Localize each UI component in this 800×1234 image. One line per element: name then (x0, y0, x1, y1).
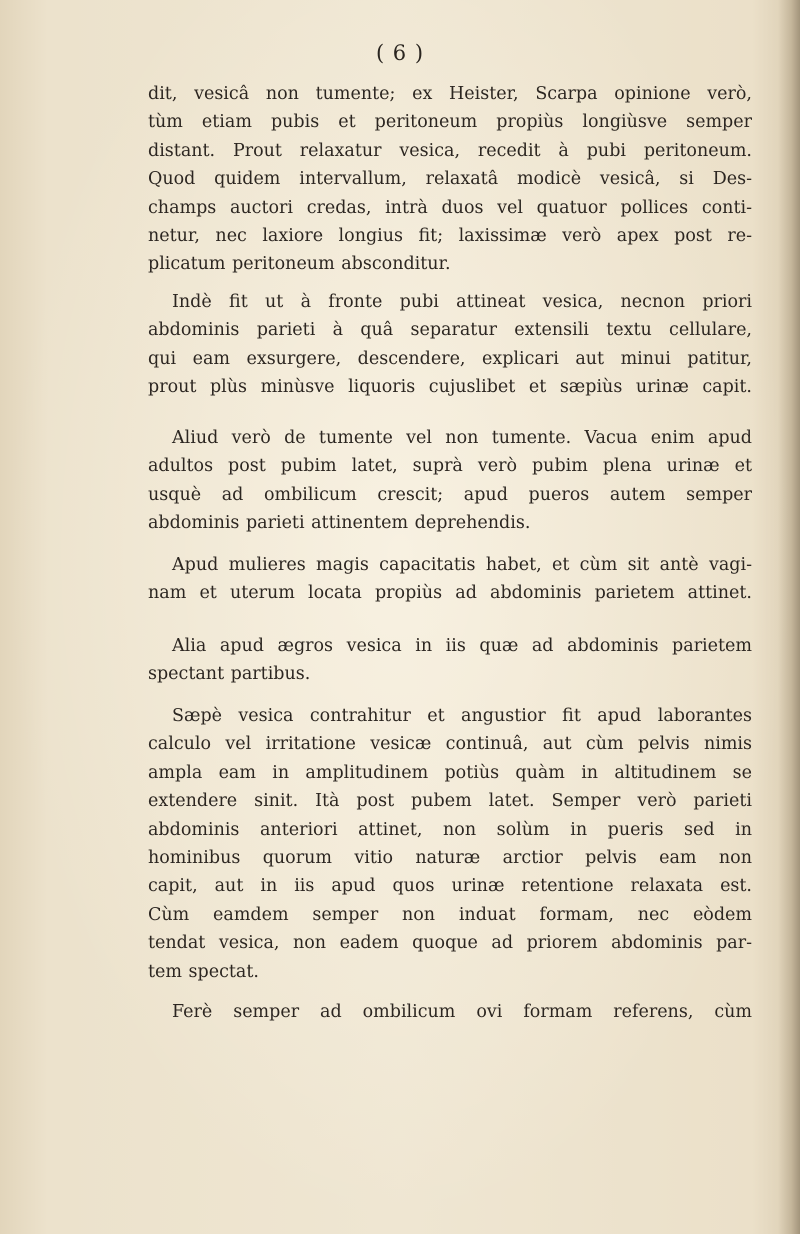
text-line: prout plùs minùsve liquoris cujuslibet et sæpiùs urinæ capit. (148, 377, 752, 398)
text-line: netur, nec laxiore longius fit; laxissimæ verò apex post re- (148, 226, 752, 247)
text-line: spectant partibus. (148, 664, 311, 685)
text-line: Sæpè vesica contrahitur et angustior fit apud laborantes (172, 706, 752, 726)
text-line: adultos post pubim latet, suprà verò pubim plena urinæ et (148, 456, 752, 477)
text-line: champs auctori credas, intrà duos vel quatuor pollices conti- (148, 197, 752, 218)
paragraph-5 (148, 632, 752, 689)
page-number: ( 6 ) (375, 41, 425, 65)
text-line: Cùm eamdem semper non induat formam, nec eòdem (148, 904, 752, 925)
text-line: distant. Prout relaxatur vesica, recedit à pubi peritoneum. (148, 140, 752, 161)
text-line: tùm etiam pubis et peritoneum propiùs longiùsve semper (148, 112, 752, 133)
paragraph-7 (148, 998, 752, 1026)
paragraph-2 (148, 288, 752, 402)
paragraph-3 (148, 424, 752, 538)
text-line: extendere sinit. Ità post pubem latet. Semper verò parieti (148, 791, 752, 812)
text-line: tem spectat. (148, 961, 259, 982)
text-line: tendat vesica, non eadem quoque ad priorem abdominis par- (148, 933, 752, 954)
text-line: Aliud verò de tumente vel non tumente. Vacua enim apud (172, 428, 752, 448)
paragraph-6 (148, 702, 752, 986)
text-line: Ferè semper ad ombilicum ovi formam referens, cùm (172, 1002, 752, 1022)
text-line: abdominis parieti attinentem deprehendis. (148, 513, 531, 534)
text-line: abdominis anteriori attinet, non solùm in pueris sed in (148, 819, 752, 840)
text-line: Apud mulieres magis capacitatis habet, et cùm sit antè vagi- (172, 555, 752, 575)
text-line: ampla eam in amplitudinem potiùs quàm in altitudinem se (148, 762, 752, 783)
text-line: Alia apud ægros vesica in iis quæ ad abdominis parietem (172, 636, 752, 656)
text-line: calculo vel irritatione vesicæ continuâ, aut cùm pelvis nimis (148, 734, 752, 755)
text-line: plicatum peritoneum absconditur. (148, 254, 451, 275)
text-line: capit, aut in iis apud quos urinæ retentione relaxata est. (148, 876, 752, 897)
text-line: nam et uterum locata propiùs ad abdominis parietem attinet. (148, 583, 752, 604)
text-line: hominibus quorum vitio naturæ arctior pelvis eam non (148, 848, 752, 869)
text-line: qui eam exsurgere, descendere, explicari aut minui patitur, (148, 348, 752, 369)
text-line: abdominis parieti à quâ separatur extensili textu cellulare, (148, 320, 752, 341)
paragraph-4 (148, 551, 752, 608)
text-line: usquè ad ombilicum crescit; apud pueros autem semper (148, 484, 752, 505)
text-line: dit, vesicâ non tumente; ex Heister, Scarpa opinione verò, (148, 84, 752, 104)
text-line: Indè fit ut à fronte pubi attineat vesica, necnon priori (172, 292, 752, 312)
paragraph-1 (148, 80, 752, 279)
text-line: Quod quidem intervallum, relaxatâ modicè vesicâ, si Des- (148, 169, 752, 190)
page-edge-shadow (778, 0, 800, 1234)
